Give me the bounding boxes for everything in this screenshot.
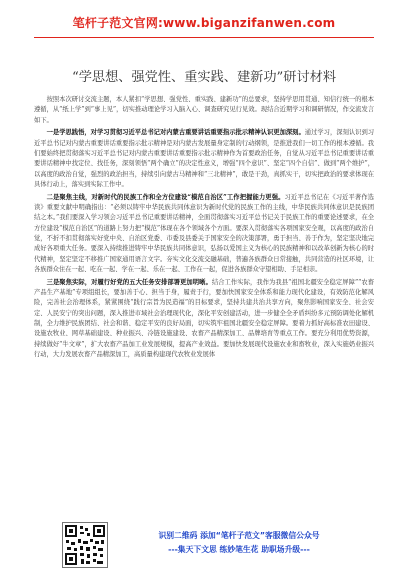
- paragraph-intro: [34, 95, 374, 126]
- qr-code-icon[interactable]: [62, 522, 108, 568]
- paragraph-section-2: [34, 193, 374, 275]
- paragraph-text: 习近平总书记在《习近平著作选读》重要文献中明确指出：“必须以铸牢中华民族共同体意识为新时代党的民族工作的主线，中华民族共同体意识是民族团结之本。”我们要深入学习领会习近平总书记重要讲话精神，全面贯彻落实习近平总书记关于民族工作的重要论述要求，在全方位建设“模范自治区”的道路上努力把“模范”体现在各个领域各个方面。要深入贯彻落实各项国家安全观，以高度的政治自觉，不折不扣贯彻落实好党中央、自治区党委、市委及县委关于国家安全的决策部署，勇于担当、善于作为，坚定坚决地完成好各项重大任务。要深入持续推进铸牢中华民族共同体意识，弘扬以爱国主义为核心的民族精神和以改革创新为核心的时代精神，坚定坚定不移推广国家通用语言文字。夯实文化交流交融基础，普遍各族群众日常接触，共同营造的社区环境，让各族群众住在一起、吃在一起、学在一起、乐在一起、工作在一起，促进各族群众守望相助、手足相亲。: [34, 193, 374, 273]
- footer-slogan: ---集天下文思 练妙笔生花 助职场升级---: [168, 545, 310, 554]
- section-heading: 三是聚焦实际，对履行好党的五大任务安排部署更加明晰。: [46, 278, 212, 286]
- footer-qr-caption: 识别二维码 添加“笔杆子范文”客服微信公众号: [158, 531, 320, 540]
- paragraph-text: 按照本次研讨交流主题，本人紧扣“学思想、强党性、重实践、建新功”的总要求，坚持学思用贯通、知信行统一的根本遵循，从“纸上学”到“事上见”，切实推动理论学习入脑入心、调查研究见行见效。现结合近期学习和调研情况，作交流发言如下。: [34, 96, 374, 124]
- paragraph-section-1: [34, 128, 374, 190]
- paragraph-section-3: [34, 278, 374, 360]
- section-heading: 二是聚焦主线，对新时代的民族工作和全方位建设“模范自治区”工作把握能力更强。: [46, 193, 285, 201]
- site-banner: 笔杆子范文官网:www.biganzifanwen.com: [72, 16, 336, 30]
- banner-divider: [34, 37, 374, 38]
- paragraph-text: 通过学习，深刻认识到习近平总书记对内蒙古重要讲话重要指示批示精神是对内蒙古发展量身定制的行动纲领，是推进我们一切工作的根本遵循。我们要始终把贯彻落实习近平总书记对内蒙古重要讲话重要指示批示精神作为首要政治任务，自觉从习近平总书记重要讲话重要讲话精神中找定位、找任务，深刻领悟“两个确立”的决定性意义，增强“四个意识”、坚定“四个自信”、做到“两个维护”，以高度的政治自觉，强烈的政治担当，持续引向蒙古马精神和“三北精神”，敢是干劲，真抓实干，切实把政治的要求体现在具体行动上，落实到实际工作中。: [34, 129, 374, 188]
- document-title: “学思想、强党性、重实践、建新功”研讨材料: [71, 70, 337, 85]
- page-footer: [34, 522, 374, 572]
- paragraph-text: 结合工作实际，我作为我县“祖国北疆安全稳定屏障”“农畜产品生产基地”专项组组长，要加善于心、担当于身，履责于行，要加快国家安全体系和能力现代化建设，有效防范化解风险，完善社会治理体系，紧紧围绕“践行宗旨为民造福”的目标要求，坚持共建共治共享方向，聚焦影响国家安全、社会安定、人民安宁的突出问题，深入推进市域社会治理现代化，深化平安创建活动，进一步健全全矛盾纠纷多元预防调处化解机制，全力维护民族团结、社会和谐、稳定平安的良好局面，切实筑牢祖国北疆安全稳定屏障。要着力抓好高标准农田建设、设施农牧业、网草基础建设、种业振兴、冷链设施建设、农畜产品精深加工、品牌培育等重点工作。要充分利用优势资源，持续做好“牛文章”，扩大农畜产品加工业发展规模，提高产业效益。要加快发展现代设施农业和畜牧业，深入实施奶业振兴行动，大力发展农畜产品精深加工，高质量构建现代农牧业发展体: [34, 278, 374, 358]
- section-heading: 一是学思践悟，对学习贯彻习近平总书记对内蒙古重要讲话重要指示批示精神认识更加深刻。: [46, 129, 305, 137]
- document-body: [34, 95, 374, 363]
